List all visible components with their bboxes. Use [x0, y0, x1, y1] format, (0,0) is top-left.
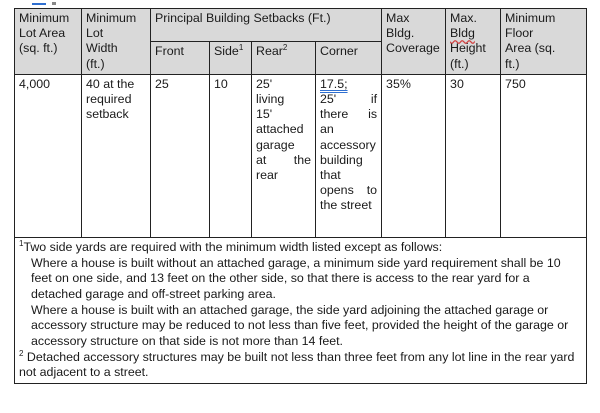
header-side: Side$^1$ — [210, 41, 252, 74]
text-fragment — [52, 2, 56, 5]
table-row — [15, 74, 587, 237]
cell-floor-area: 750 — [501, 74, 587, 237]
cell-side: 10 — [210, 74, 252, 237]
header-front: Front — [151, 41, 210, 74]
zoning-requirements-table — [14, 8, 587, 384]
footnotes-cell — [15, 237, 587, 383]
header-row-top — [15, 9, 587, 42]
cell-rear: 25' living 15' attached garage at the rear — [252, 74, 316, 237]
cell-corner: 17.5; 25' if there is an accessory building that opens to the street — [316, 74, 382, 237]
header-setbacks-group: Principal Building Setbacks (Ft.) — [151, 9, 382, 42]
header-max-height: Max. Bldg Height (ft.) — [446, 9, 501, 75]
header-min-floor-area: Minimum Floor Area (sq. ft.) — [501, 9, 587, 75]
footnote-1-para-2: Where a house is built with an attached garage, the side yard adjoining the attached garage or accessory structure may be reduced to not less than five feet, provided the height of the garage or accessory structure on that side is not more than 14 feet. — [31, 302, 569, 349]
page-top-marks — [14, 0, 74, 8]
cell-coverage: 35% — [382, 74, 446, 237]
header-max-coverage: Max Bldg. Coverage — [382, 9, 446, 75]
footnote-1-para-1: Where a house is built without an attached garage, a minimum side yard requirement shall be 10 feet on one side, and 13 feet on the other side, so that there is access to the rear yard for a detached garage and off-street parking area. — [31, 255, 561, 301]
cell-height: 30 — [446, 74, 501, 237]
cell-lot-area: 4,000 — [15, 74, 82, 237]
cell-lot-width: 40 at the required setback — [82, 74, 151, 237]
header-corner: Corner — [316, 41, 382, 74]
footnote-1-intro: $^1$Two side yards are required with the minimum width listed except as follows: — [19, 238, 443, 254]
underline-mark — [32, 3, 46, 5]
cell-front: 25 — [151, 74, 210, 237]
header-min-lot-area: Minimum Lot Area (sq. ft.) — [15, 9, 82, 75]
header-min-lot-width: Minimum Lot Width (ft.) — [82, 9, 151, 75]
footnotes-row — [15, 237, 587, 383]
header-rear: Rear$^2$ — [252, 41, 316, 74]
footnote-2: $^2$ Detached accessory structures may be built not less than three feet from any lot line in the rear yard not adjacent to a street. — [19, 348, 575, 380]
